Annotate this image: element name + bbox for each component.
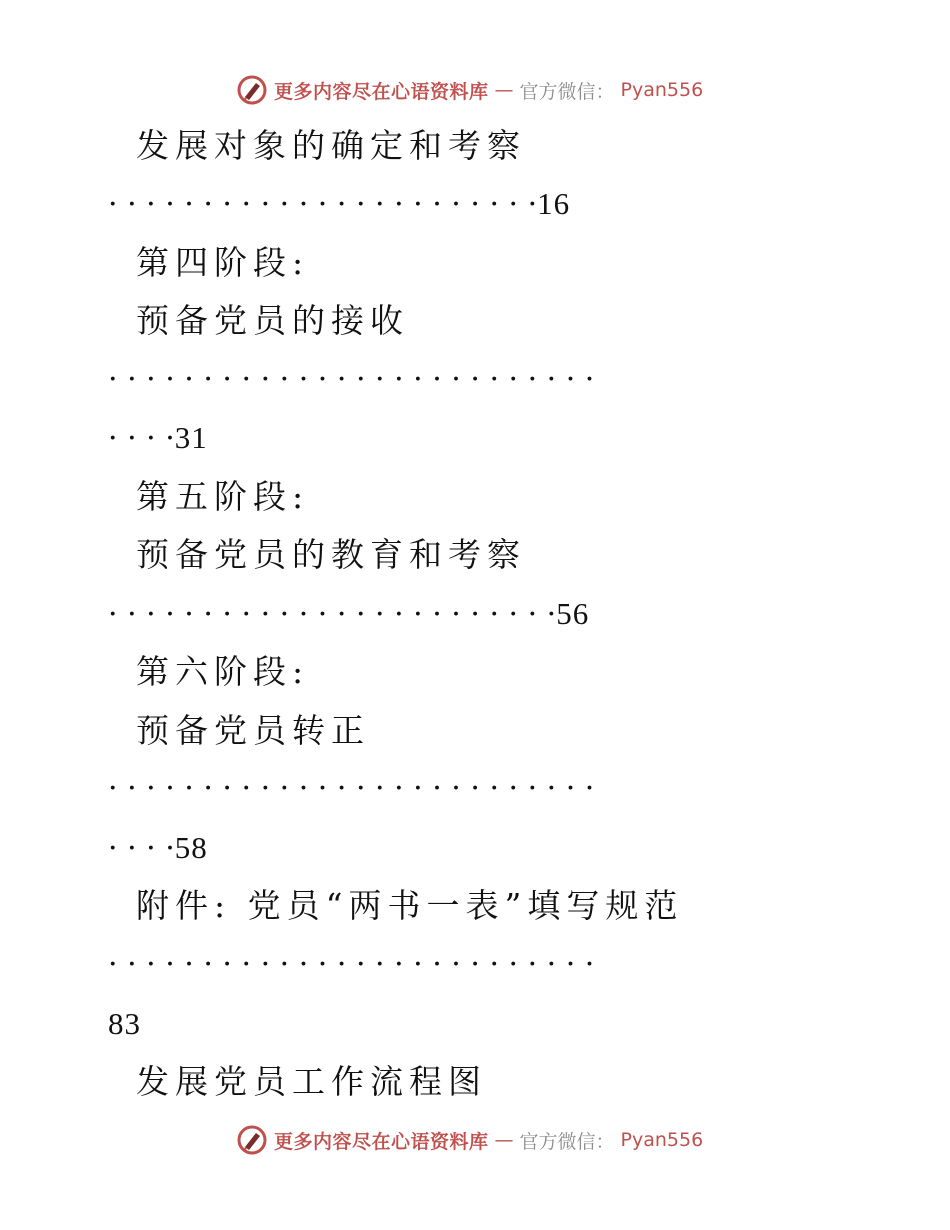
toc-appendix-title: 附件: 党员“两书一表”填写规范: [136, 886, 684, 925]
toc-appendix-page-number: [108, 1003, 141, 1044]
toc-stage5-label: 第五阶段:: [136, 477, 310, 516]
pen-logo-icon: [236, 1124, 268, 1156]
toc-item-development-target-leader: [108, 184, 570, 225]
toc-stage5-title: 预备党员的教育和考察: [136, 535, 526, 574]
toc-stage4-leader-line2: [108, 418, 208, 459]
toc-stage6-title: 预备党员转正: [136, 711, 370, 750]
pen-logo-icon: [236, 74, 268, 106]
page-number: 83: [108, 1006, 141, 1041]
page-number: 16: [537, 186, 571, 221]
toc-stage5-leader: [108, 594, 589, 635]
watermark-separator: —: [494, 79, 514, 101]
page-number: 31: [174, 420, 208, 455]
watermark-wechat-label: 官方微信：: [519, 1130, 615, 1153]
dot-leader: · · · ·: [108, 831, 175, 866]
toc-appendix-leader: · · · · · · · · · · · · · · · · · · · · · · · · · ·: [108, 947, 595, 982]
header-watermark: [236, 73, 703, 107]
toc-stage6-leader-line1: · · · · · · · · · · · · · · · · · · · · · · · · · ·: [108, 771, 595, 806]
toc-stage6-label: 第六阶段:: [136, 652, 310, 691]
watermark-wechat-label: 官方微信：: [519, 80, 615, 103]
toc-item-development-target-title: 发展对象的确定和考察: [136, 126, 526, 165]
page-number: 58: [174, 830, 208, 865]
watermark-wechat-id: Pyan556: [620, 1129, 704, 1151]
watermark-separator: —: [494, 1129, 514, 1151]
watermark-brand: 更多内容尽在心语资料库: [274, 80, 489, 103]
toc-stage4-title: 预备党员的接收: [136, 301, 409, 340]
dot-leader: · · · ·: [108, 421, 175, 456]
toc-stage4-label: 第四阶段:: [136, 243, 310, 282]
footer-watermark: [236, 1123, 703, 1157]
watermark-brand: 更多内容尽在心语资料库: [274, 1130, 489, 1153]
dot-leader: · · · · · · · · · · · · · · · · · · · · · · ·: [108, 187, 538, 222]
toc-flowchart-title: 发展党员工作流程图: [136, 1062, 487, 1101]
dot-leader: · · · · · · · · · · · · · · · · · · · · · · · ·: [108, 597, 557, 632]
toc-stage4-leader-line1: · · · · · · · · · · · · · · · · · · · · · · · · · ·: [108, 362, 595, 397]
toc-stage6-leader-line2: [108, 828, 208, 869]
watermark-wechat-id: Pyan556: [620, 79, 704, 101]
page-number: 56: [556, 596, 590, 631]
